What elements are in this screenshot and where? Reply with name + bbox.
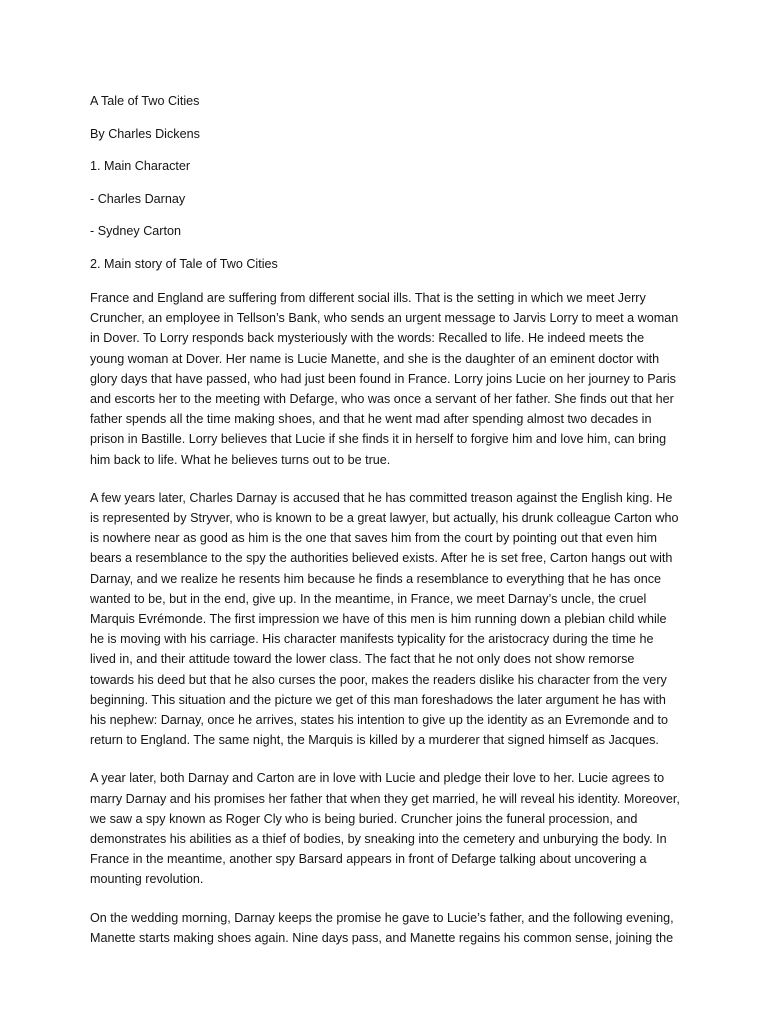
section-heading-main-character: 1. Main Character — [90, 159, 191, 173]
character-item-darnay: - Charles Darnay — [90, 191, 186, 206]
story-paragraph: A few years later, Charles Darnay is accused that he has committed treason against the English king. He is represented by Stryver, who is known to be a great lawyer, but actually, his drunk colleague Carton who is nowhere near as good as him is the one that saves him from the court by pointing out that even him bears a resemblance to the spy the authorities believed exists. After he is set free, Carton hangs out with Darnay, and we realize he resents him because he finds a resemblance to everything that he has once wanted to be, but in the end, give up. In the meantime, in France, we meet Darnay’s uncle, the cruel Marquis Evrémonde. The first impression we have of this men is him running down a plebian child while he is moving with his carriage. His character manifests typicality for the aristocracy during the time he lived in, and their attitude toward the lower class. The fact that he not only does not show remorse towards his deed but that he also curses the poor, makes the readers dislike his character from the very beginning. This situation and the picture we get of this man foreshadows the later argument he has with his nephew: Darnay, once he arrives, states his intention to give up the identity as an Evremonde and to return to England. The same night, the Marquis is killed by a murderer that signed himself as Jacques. — [90, 490, 679, 748]
story-paragraph: France and England are suffering from different social ills. That is the setting in which we meet Jerry Cruncher, an employee in Tellson’s Bank, who sends an urgent message to Jarvis Lorry to meet a woman in Dover. To Lorry responds back mysteriously with the words: Recalled to life. He indeed meets the young woman at Dover. Her name is Lucie Manette, and she is the daughter of an eminent doctor with glory days that have passed, who had just been found in France. Lorry joins Lucie on her journey to Paris and escorts her to the meeting with Defarge, who was once a servant of her father. She finds out that her father spends all the time making shoes, and that he went mad after spending almost two decades in prison in Bastille. Lorry believes that Lucie if she finds it in herself to forgive him and love him, can bring him back to life. What he believes turns out to be true. — [90, 291, 679, 467]
document-content — [90, 93, 680, 966]
story-paragraph: On the wedding morning, Darnay keeps the promise he gave to Lucie’s father, and the following evening, Manette starts making shoes again. Nine days pass, and Manette regains his common sense, joining the — [90, 910, 674, 945]
story-paragraph: A year later, both Darnay and Carton are in love with Lucie and pledge their love to her. Lucie agrees to marry Darnay and his promises her father that when they get married, he will reveal his identity. Moreover, we saw a spy known as Roger Cly who is being buried. Cruncher joins the funeral procession, and demonstrates his abilities as a thief of bodies, by sneaking into the cemetery and unburying the body. In France in the meantime, another spy Barsard appears in front of Defarge talking about uncovering a mounting revolution. — [90, 771, 680, 887]
document-title: A Tale of Two Cities — [90, 94, 200, 108]
section-heading-main-story: 2. Main story of Tale of Two Cities — [90, 256, 278, 271]
character-item-carton: - Sydney Carton — [90, 224, 181, 238]
document-author: By Charles Dickens — [90, 126, 200, 141]
